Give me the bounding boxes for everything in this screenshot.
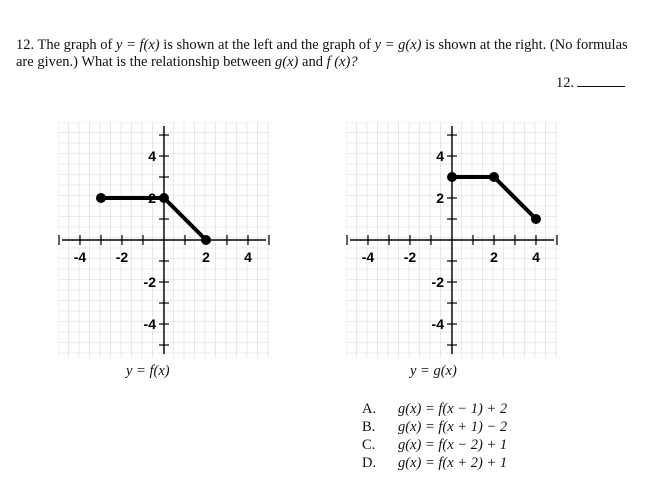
- x-tick-label: 2: [202, 249, 210, 265]
- y-tick-label: 4: [436, 148, 444, 164]
- x-tick-label: 2: [490, 249, 498, 265]
- y-tick-label: -4: [143, 316, 156, 332]
- question-part-3: is shown at the right. (No formulas are given.) What is the relationship between: [16, 37, 628, 70]
- gx-ref: g(x): [275, 54, 299, 70]
- choice-letter: C.: [362, 437, 376, 453]
- f-graph-ref: y = f(x): [116, 37, 160, 53]
- question-part-1: The graph of: [37, 37, 113, 53]
- answer-line: [556, 73, 625, 92]
- y-tick-label: 4: [148, 148, 156, 164]
- choice-text: g(x) = f(x − 2) + 1: [398, 437, 508, 453]
- answer-choices: [362, 400, 507, 472]
- caption-f: y = f(x): [126, 363, 170, 379]
- vertex-point: [489, 172, 499, 182]
- question-and: and: [302, 54, 323, 70]
- answer-blank[interactable]: [577, 73, 625, 87]
- choice-text: g(x) = f(x + 2) + 1: [398, 455, 508, 471]
- x-tick-label: 4: [244, 249, 252, 265]
- choice-letter: D.: [362, 455, 377, 471]
- y-tick-label: -2: [143, 274, 156, 290]
- x-tick-label: -4: [361, 249, 375, 265]
- question-part-2: is shown at the left and the graph of: [163, 37, 372, 53]
- x-tick-label: 4: [532, 249, 540, 265]
- x-tick-label: -2: [115, 249, 129, 265]
- choice-letter: B.: [362, 419, 376, 435]
- vertex-point: [201, 235, 211, 245]
- question-text: [16, 37, 636, 71]
- choice-letter: A.: [362, 401, 377, 417]
- y-tick-label: 2: [148, 190, 156, 206]
- y-tick-label: 2: [436, 190, 444, 206]
- choice-a[interactable]: [362, 400, 507, 418]
- y-tick-label: -4: [431, 316, 444, 332]
- vertex-point: [96, 193, 106, 203]
- choice-c[interactable]: [362, 436, 507, 454]
- caption-g: y = g(x): [410, 363, 457, 379]
- choice-text: g(x) = f(x − 1) + 2: [398, 401, 508, 417]
- y-tick-label: -2: [431, 274, 444, 290]
- graph-g: [346, 122, 558, 358]
- vertex-point: [159, 193, 169, 203]
- vertex-point: [447, 172, 457, 182]
- g-graph-ref: y = g(x): [374, 37, 422, 53]
- g-series-line: [452, 177, 536, 219]
- x-tick-label: -4: [73, 249, 87, 265]
- choice-b[interactable]: [362, 418, 507, 436]
- x-tick-label: -2: [403, 249, 417, 265]
- question-number: 12.: [16, 37, 35, 53]
- choice-text: g(x) = f(x + 1) − 2: [398, 419, 508, 435]
- choice-d[interactable]: [362, 454, 507, 472]
- vertex-point: [531, 214, 541, 224]
- graph-f: [58, 122, 270, 358]
- answer-line-label: 12.: [556, 75, 575, 91]
- fx-ref: f (x)?: [326, 54, 358, 70]
